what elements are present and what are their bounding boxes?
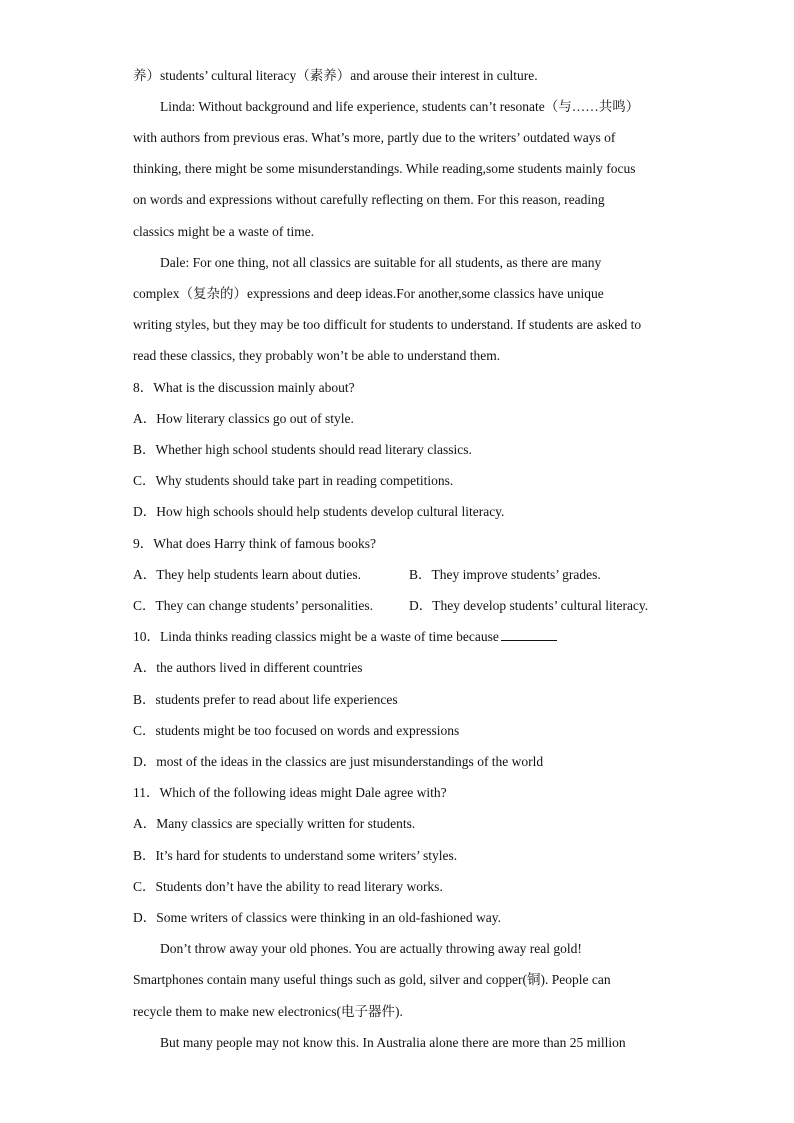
question-8-option-c: C．Why students should take part in reading competitions. [133,473,454,488]
question-8-option-b: B．Whether high school students should read literary classics. [133,442,472,457]
dale-paragraph-line: Dale: For one thing, not all classics are suitable for all students, as there are many [160,255,602,270]
question-11-option-c: C．Students don’t have the ability to read literary works. [133,879,443,894]
question-11-option-d: D．Some writers of classics were thinking in an old-fashioned way. [133,910,502,925]
passage2-line: recycle them to make new electronics(电子器件). [133,1004,403,1019]
question-8-option-a: A．How literary classics go out of style. [133,411,354,426]
question-10-option-b: B．students prefer to read about life experiences [133,692,398,707]
question-10-option-a: A．the authors lived in different countries [133,660,363,675]
question-11-option-a: A．Many classics are specially written for students. [133,816,416,831]
linda-paragraph-line: Linda: Without background and life experience, students can’t resonate（与……共鸣） [160,99,640,114]
question-10-stem-row [133,628,557,646]
linda-paragraph-line: on words and expressions without carefully reflecting on them. For this reason, reading [133,192,605,207]
question-11-option-b: B．It’s hard for students to understand some writers’ styles. [133,848,458,863]
question-10-option-d: D．most of the ideas in the classics are just misunderstandings of the world [133,754,544,769]
question-8-stem: 8．What is the discussion mainly about? [133,380,355,395]
question-9-option-a: A．They help students learn about duties. [133,567,361,582]
linda-paragraph-line: thinking, there might be some misunderstandings. While reading,some students mainly focus [133,161,636,176]
linda-paragraph-line: classics might be a waste of time. [133,224,315,239]
question-9-option-d: D．They develop students’ cultural literacy. [409,598,649,613]
dale-paragraph-line: writing styles, but they may be too difficult for students to understand. If students are asked to [133,317,642,332]
passage2-line: Don’t throw away your old phones. You are actually throwing away real gold! [160,941,582,956]
question-10-option-c: C．students might be too focused on words and expressions [133,723,460,738]
question-9-option-c: C．They can change students’ personalities. [133,598,374,613]
passage2-line: But many people may not know this. In Australia alone there are more than 25 million [160,1035,626,1050]
question-9-option-b: B．They improve students’ grades. [409,567,601,582]
answer-blank [501,628,557,641]
question-9-stem: 9．What does Harry think of famous books? [133,536,376,551]
dale-paragraph-line: read these classics, they probably won’t be able to understand them. [133,348,501,363]
linda-paragraph-line: with authors from previous eras. What’s more, partly due to the writers’ outdated ways of [133,130,616,145]
passage-line: 养）students’ cultural literacy（素养）and arouse their interest in culture. [133,68,538,83]
question-11-stem: 11．Which of the following ideas might Dale agree with? [133,785,447,800]
dale-paragraph-line: complex（复杂的）expressions and deep ideas.For another,some classics have unique [133,286,604,301]
passage2-line: Smartphones contain many useful things such as gold, silver and copper(铜). People can [133,972,611,987]
question-8-option-d: D．How high schools should help students develop cultural literacy. [133,504,505,519]
question-10-stem: 10．Linda thinks reading classics might be a waste of time because [133,629,499,644]
